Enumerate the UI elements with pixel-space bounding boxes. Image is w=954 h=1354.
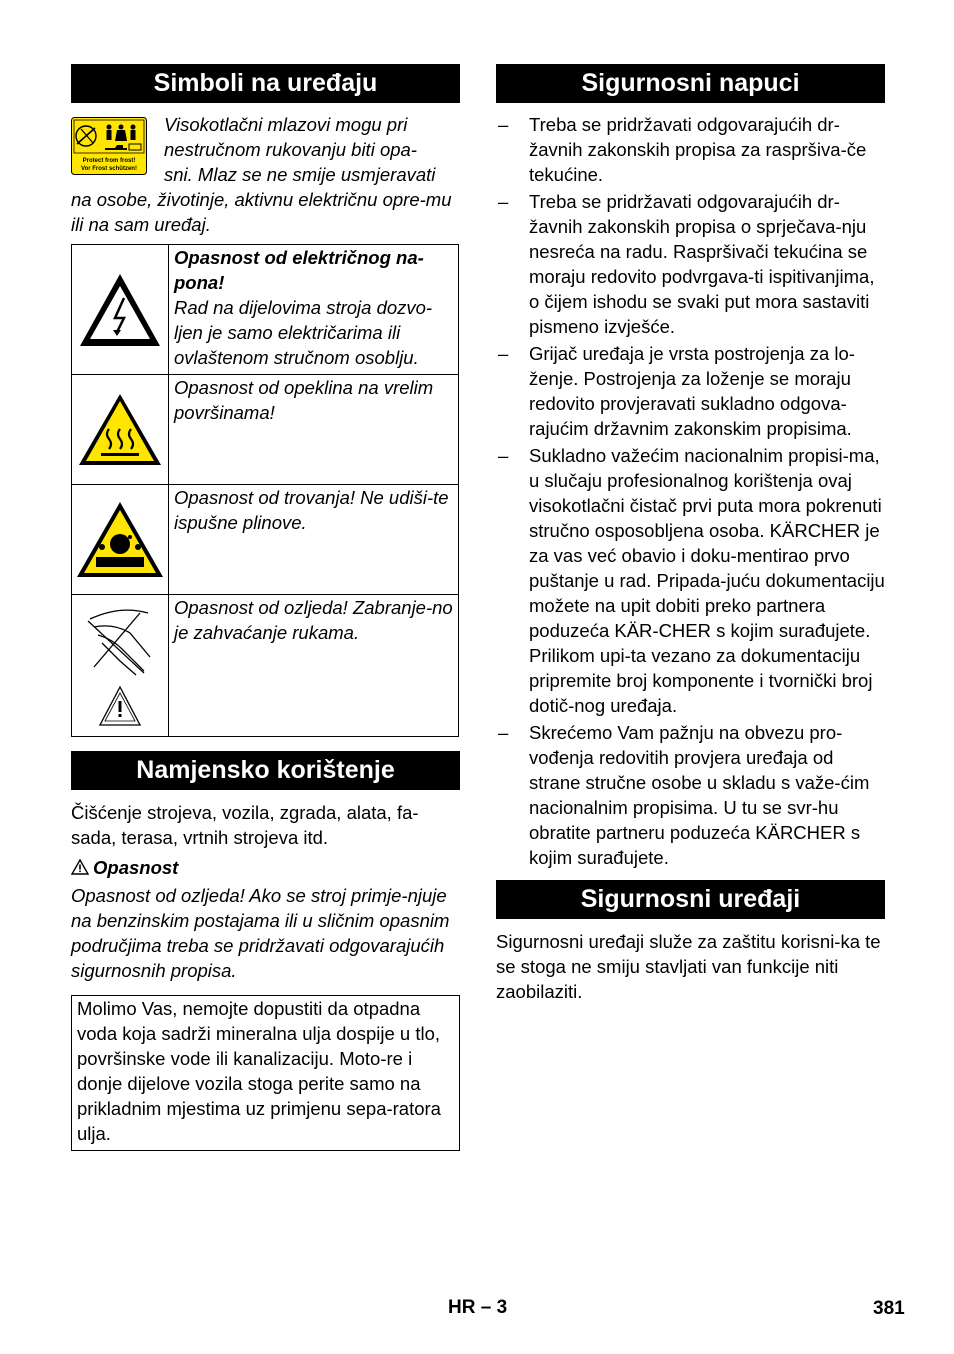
right-column [496,64,885,1004]
symbols-heading: Simboli na uređaju [71,64,460,103]
no-hands-icon [80,601,160,731]
symbols-intro [71,112,460,234]
warning-text-poison: Opasnost od trovanja! Ne udiši-te ispušne plinove. [174,487,449,533]
usage-heading: Namjensko korištenje [71,751,460,790]
list-item: – Sukladno važećim nacionalnim propisi-ma, u slučaju profesionalnog korištenja ovaj visokotlačni čistač prvi puta mora pokrenuti stručno osposobljena osoba. KÄRCHER je za vas već obavio i doku-mentirao prvo puštanje u rad. Pripada-juću dokumentaciju možete na upit dobiti preko partnera poduzeća KÄR-CHER s kojim surađujete. Prilikom upi-ta vezano za dokumentaciju pripremite broj komponente i tvornički broj dotič-nog uređaja. [496,443,885,718]
footer-language-page: HR – 3 [448,1297,508,1318]
warning-text-hot-surface: Opasnost od opeklina na vrelim površinama! [174,377,434,423]
safety-list [496,112,885,870]
footer-page-number: 381 [873,1298,905,1319]
label-line-1: Protect from frost! [82,158,136,164]
warning-row-poison [72,485,459,595]
warning-row-hot-surface [72,375,459,485]
label-line-2: Vor Frost schützen! [81,166,137,172]
list-item: – Skrećemo Vam pažnju na obvezu pro-vođenja redovitih provjera uređaja od strane stručne osobe u skladu s važe-ćim nacionalnim propisima. U tu se svr-hu obratite partneru poduzeća KÄRCHER s kojim surađujete. [496,720,885,870]
warning-row-electric [72,245,459,375]
warning-triangle-icon [71,855,93,880]
danger-text: Opasnost od ozljeda! Ako se stroj primje-njuje na benzinskim postajama ili u sličnim opasnim područjima treba se pridržavati odgovarajućih sigurnosnih propisa. [71,885,450,981]
environment-note-box: Molimo Vas, nemojte dopustiti da otpadna voda koja sadrži mineralna ulja dospije u tlo, površinske vode ili kanalizaciju. Moto-re i donje dijelove vozila stoga perite samo na prikladnim mjestima uz primjenu sepa-ratora ulja. [71,995,460,1151]
warning-text-hands: Opasnost od ozljeda! Zabranje-no je zahvaćanje rukama. [174,597,453,643]
left-column [71,64,460,1151]
devices-heading: Sigurnosni uređaji [496,880,885,919]
toxic-gas-icon [74,499,166,581]
list-item: – Grijač uređaja je vrsta postrojenja za lo-ženje. Postrojenja za loženje se moraju redovito provjeravati sukladno odgova-rajućim državnim zakonskim propisima. [496,341,885,441]
danger-heading [71,855,460,880]
list-item: – Treba se pridržavati odgovarajućih dr-žavnih zakonskih propisa za raspršiva-če tekućine. [496,112,885,187]
symbols-intro-text: Visokotlačni mlazovi mogu pri nestručnom rukovanju biti opa- sni. Mlaz se ne smije usmjeravati [164,114,436,185]
list-item: – Treba se pridržavati odgovarajućih dr-žavnih zakonskih propisa o sprječava-nju nesreća na radu. Raspršivači tekućina se moraju redovito podvrgava-ti ispitivanjima, o čijem ishodu se svaki put mora sastaviti pismeno izvješće. [496,189,885,339]
usage-text: Čišćenje strojeva, vozila, zgrada, alata, fa-sada, terasa, vrtnih strojeva itd. [71,802,419,848]
hot-surface-icon [77,391,163,469]
electric-hazard-icon [77,270,163,350]
warning-row-hands [72,595,459,737]
warning-text-electric: Rad na dijelovima stroja dozvo-ljen je samo električarima ili ovlaštenom stručnom osoblju. [174,297,433,368]
device-label-image [71,117,147,175]
danger-label: Opasnost [93,857,179,878]
warning-title-electric: Opasnost od električnog na-pona! [174,247,424,293]
safety-heading: Sigurnosni napuci [496,64,885,103]
warning-symbols-table [71,244,459,737]
symbols-intro-continued: na osobe, životinje, aktivnu električnu opre-mu ili na sam uređaj. [71,189,452,235]
devices-text: Sigurnosni uređaji služe za zaštitu korisni-ka te se stoga ne smiju stavljati van funkcije niti zaobilaziti. [496,931,881,1002]
